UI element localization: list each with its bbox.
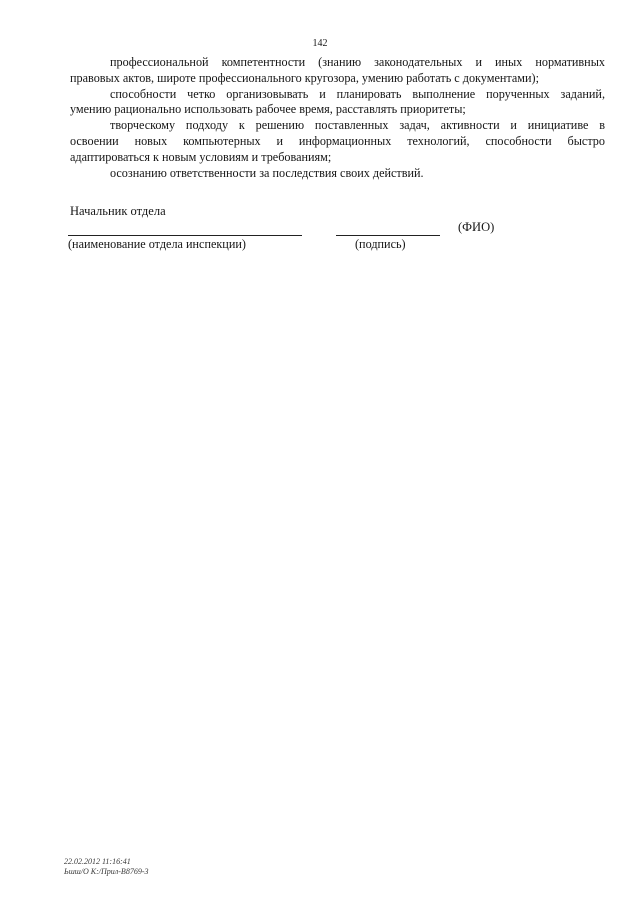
footer-timestamp: 22.02.2012 11:16:41 [64, 857, 131, 866]
footer-file-path: Ьшш/О К:/Прил-В8769-3 [64, 867, 149, 876]
paragraph [70, 87, 605, 119]
paragraph [70, 55, 605, 87]
paragraph [70, 166, 605, 182]
body-text [70, 55, 605, 181]
signature-caption: (подпись) [355, 237, 406, 251]
department-caption: (наименование отдела инспекции) [68, 237, 246, 251]
text-line: правовых актов, широте профессионального кругозора, умению работать с документами); [70, 70, 539, 85]
text-line: способности четко организовывать и планировать выполнение порученных заданий, [110, 86, 605, 101]
department-line [68, 235, 302, 236]
text-line: адаптироваться к новым условиям и требованиям; [70, 149, 332, 164]
text-line: осознанию ответственности за последствия своих действий. [110, 165, 424, 180]
signature-line [336, 235, 440, 236]
name-caption: (ФИО) [458, 220, 495, 234]
page-number: 142 [312, 38, 328, 49]
text-line: профессиональной компетентности (знанию законодательных и иных нормативных [110, 55, 605, 69]
text-line: творческому подходу к решению поставленных задач, активности и инициативе в [110, 118, 605, 133]
signature-title: Начальник отдела [70, 204, 166, 218]
text-line: освоении новых компьютерных и информационных технологий, способности быстро [70, 133, 605, 148]
paragraph [70, 118, 605, 165]
footer-stamp [64, 857, 148, 877]
text-line: умению рационально использовать рабочее время, расставлять приоритеты; [70, 102, 466, 117]
